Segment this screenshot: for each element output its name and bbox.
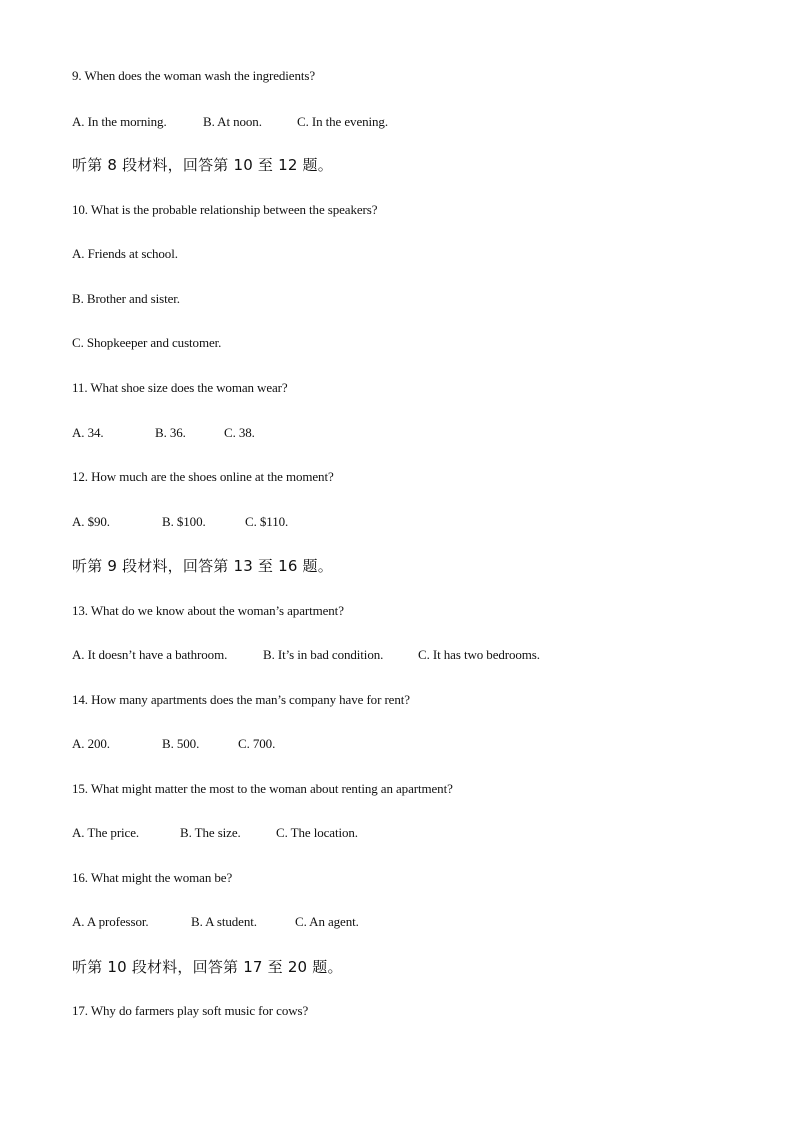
option-c: C. It has two bedrooms. <box>418 647 540 662</box>
option-c: C. $110. <box>245 514 289 529</box>
option-b: B. At noon. <box>203 114 262 129</box>
option-a: A. In the morning. <box>72 114 167 129</box>
question-9: 9. When does the woman wash the ingredients? <box>72 68 316 83</box>
option-a: A. It doesn’t have a bathroom. <box>72 647 228 662</box>
question-13: 13. What do we know about the woman’s apartment? <box>72 603 344 618</box>
question-12-options <box>72 514 288 530</box>
question-16: 16. What might the woman be? <box>72 870 233 885</box>
question-12: 12. How much are the shoes online at the moment? <box>72 469 334 484</box>
question-15: 15. What might matter the most to the woman about renting an apartment? <box>72 781 453 796</box>
option-c: C. The location. <box>276 825 358 840</box>
option-a: A. $90. <box>72 514 110 529</box>
question-11: 11. What shoe size does the woman wear? <box>72 380 288 395</box>
question-14-options <box>72 736 275 752</box>
option-b: B. A student. <box>191 914 257 929</box>
question-13-options <box>72 647 540 663</box>
option-c: C. An agent. <box>295 914 359 929</box>
option-b: B. It’s in bad condition. <box>263 647 384 662</box>
option-a: A. The price. <box>72 825 140 840</box>
question-14: 14. How many apartments does the man’s company have for rent? <box>72 692 410 707</box>
option-c: C. 700. <box>238 736 276 751</box>
question-16-options <box>72 914 359 930</box>
section-heading-10: 听第 10 段材料，回答第 17 至 20 题。 <box>72 958 343 976</box>
question-10: 10. What is the probable relationship between the speakers? <box>72 202 378 217</box>
option-a: A. A professor. <box>72 914 149 929</box>
question-10-option-c: C. Shopkeeper and customer. <box>72 335 222 350</box>
option-b: B. 36. <box>155 425 186 440</box>
option-c: C. 38. <box>224 425 255 440</box>
option-c: C. In the evening. <box>297 114 388 129</box>
option-a: A. 200. <box>72 736 110 751</box>
question-10-option-a: A. Friends at school. <box>72 246 178 261</box>
option-b: B. $100. <box>162 514 206 529</box>
question-15-options <box>72 825 358 841</box>
option-b: B. The size. <box>180 825 241 840</box>
question-17: 17. Why do farmers play soft music for cows? <box>72 1003 309 1018</box>
option-b: B. 500. <box>162 736 200 751</box>
question-11-options <box>72 425 255 441</box>
option-a: A. 34. <box>72 425 104 440</box>
section-heading-8: 听第 8 段材料，回答第 10 至 12 题。 <box>72 156 333 174</box>
section-heading-9: 听第 9 段材料，回答第 13 至 16 题。 <box>72 557 333 575</box>
question-9-options <box>72 114 388 130</box>
question-10-option-b: B. Brother and sister. <box>72 291 180 306</box>
